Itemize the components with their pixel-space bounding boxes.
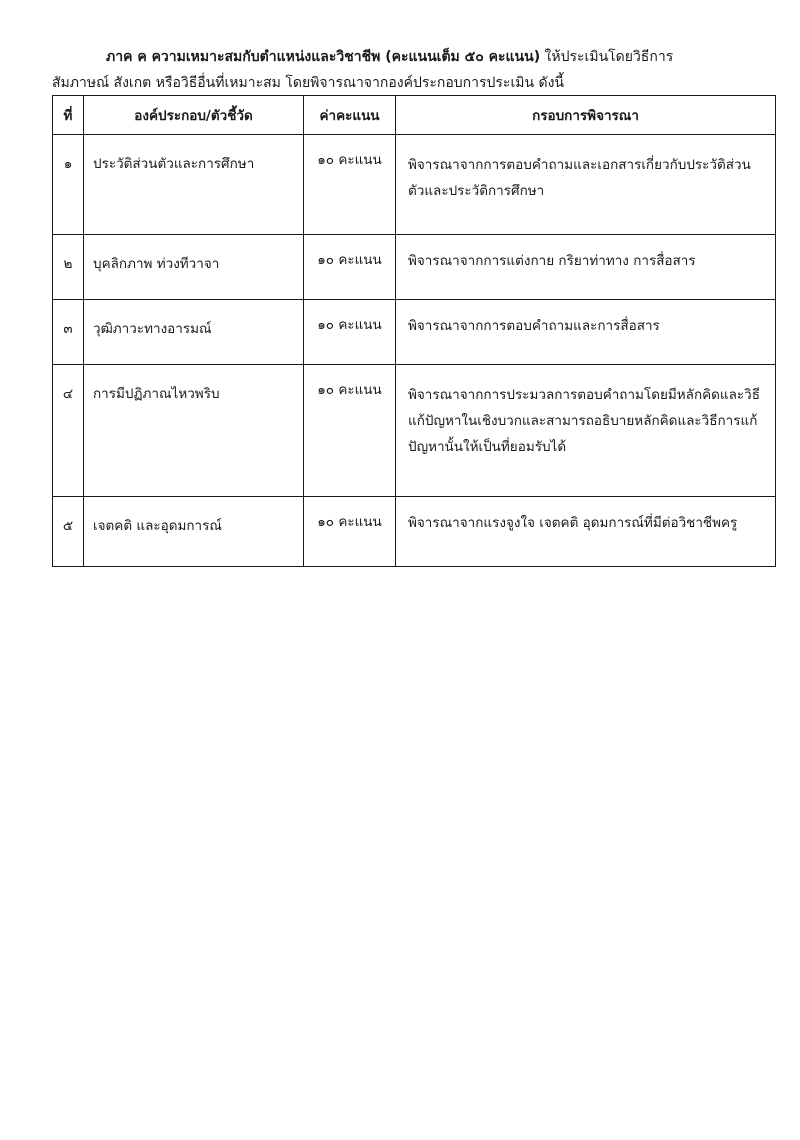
header-no: ที่ — [53, 96, 84, 135]
header-criteria: กรอบการพิจารณา — [396, 96, 776, 135]
header-score: ค่าคะแนน — [304, 96, 396, 135]
row-criteria: พิจารณาจากการแต่งกาย กริยาท่าทาง การสื่อสาร — [396, 235, 776, 300]
row-no: ๑ — [53, 135, 84, 235]
row-criteria: พิจารณาจากการตอบคำถามและการสื่อสาร — [396, 300, 776, 365]
row-criteria: พิจารณาจากการประมวลการตอบคำถามโดยมีหลักคิดและวิธีแก้ปัญหาในเชิงบวกและสามารถอธิบายหลักคิดและวิธีการแก้ปัญหานั้นให้เป็นที่ยอมรับได้ — [396, 365, 776, 497]
table-row — [53, 497, 776, 567]
intro-line-1-rest: ให้ประเมินโดยวิธีการ — [540, 49, 674, 65]
table-row — [53, 365, 776, 497]
row-no: ๕ — [53, 497, 84, 567]
row-score: ๑๐ คะแนน — [304, 300, 396, 365]
intro-line-2: สัมภาษณ์ สังเกต หรือวิธีอื่นที่เหมาะสม โดยพิจารณาจากองค์ประกอบการประเมิน ดังนี้ — [52, 75, 564, 91]
row-no: ๔ — [53, 365, 84, 497]
table-header-row — [53, 96, 776, 135]
section-heading: ภาค ค ความเหมาะสมกับตำแหน่งและวิชาชีพ (คะแนนเต็ม ๕๐ คะแนน) — [106, 49, 541, 65]
assessment-table — [52, 95, 776, 567]
row-score: ๑๐ คะแนน — [304, 365, 396, 497]
table-row — [53, 235, 776, 300]
row-no: ๓ — [53, 300, 84, 365]
row-item: วุฒิภาวะทางอารมณ์ — [84, 300, 304, 365]
row-no: ๒ — [53, 235, 84, 300]
table-row — [53, 300, 776, 365]
row-item: บุคลิกภาพ ท่วงทีวาจา — [84, 235, 304, 300]
header-item: องค์ประกอบ/ตัวชี้วัด — [84, 96, 304, 135]
row-score: ๑๐ คะแนน — [304, 497, 396, 567]
row-item: ประวัติส่วนตัวและการศึกษา — [84, 135, 304, 235]
row-score: ๑๐ คะแนน — [304, 235, 396, 300]
table-row — [53, 135, 776, 235]
row-item: การมีปฏิภาณไหวพริบ — [84, 365, 304, 497]
intro-line-1 — [52, 44, 782, 70]
row-criteria: พิจารณาจากแรงจูงใจ เจตคติ อุดมการณ์ที่มีต่อวิชาชีพครู — [396, 497, 776, 567]
intro-paragraph — [52, 44, 782, 96]
row-score: ๑๐ คะแนน — [304, 135, 396, 235]
row-item: เจตคติ และอุดมการณ์ — [84, 497, 304, 567]
row-criteria: พิจารณาจากการตอบคำถามและเอกสารเกี่ยวกับประวัติส่วนตัวและประวัติการศึกษา — [396, 135, 776, 235]
